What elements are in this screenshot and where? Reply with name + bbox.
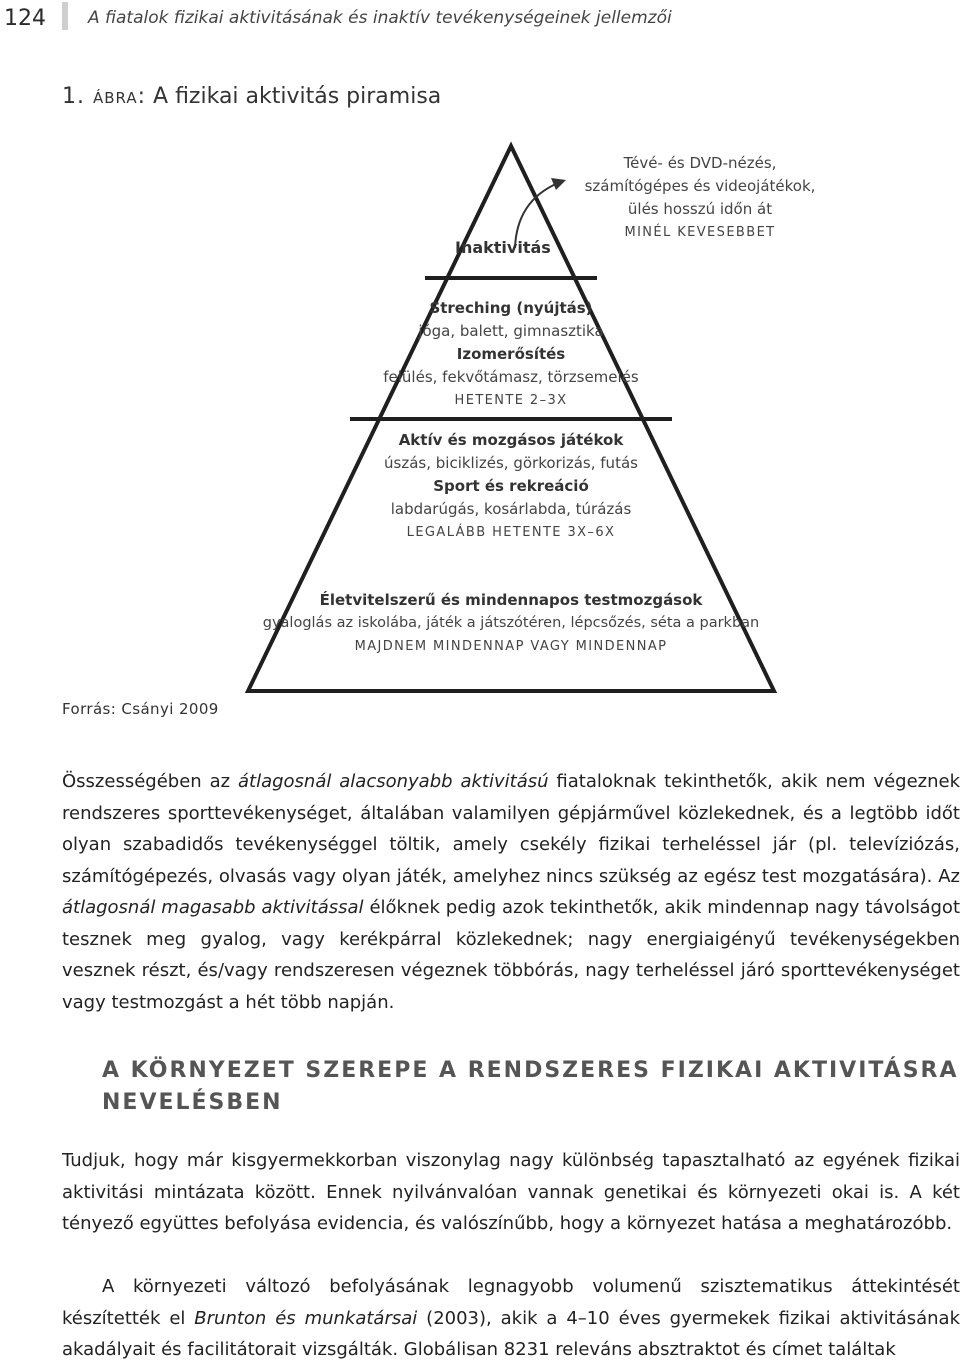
page-number: 124 — [4, 6, 46, 31]
level-body: úszás, biciklizés, görkorizás, futás — [384, 454, 638, 472]
level-frequency: LEGALÁBB HETENTE 3X–6X — [406, 525, 616, 540]
figure-caption — [62, 84, 441, 109]
pyramid-level-3 — [336, 429, 686, 544]
inactivity-frequency: MINÉL KEVESEBBET — [624, 225, 776, 240]
inactivity-desc-line: számítógépes és videojátékok, — [584, 177, 816, 195]
level-body: jóga, balett, gimnasztika — [418, 322, 604, 340]
paragraph-text: (2003), akik a 4–10 éves gyermekek fizikai aktivitásának akadályait és facilitátorait vizsgálták. Globálisan 8231 releváns absztraktot és címet találtak — [62, 1307, 960, 1360]
level-body: labdarúgás, kosárlabda, túrázás — [390, 500, 632, 518]
inactivity-desc-line: ülés hosszú időn át — [627, 200, 773, 218]
paragraph-text: Összességében az — [62, 771, 238, 792]
paragraph-text: fiataloknak tekinthetők, akik nem végeznek rendszeres sporttevékenységet, általában valamilyen gépjárművel közlekednek, és a legtöbb időt olyan szabadidős tevékenységgel töltik, amely csekély fizikai terheléssel jár (pl. televíziózás, számítógépezés, olvasás vagy olyan játék, amelyhez nincs szükség az egész test mozgatására). Az — [62, 771, 960, 887]
paragraph-text: A környezeti változó befolyásának legnagyobb volumenű szisztematikus áttekintését készítették el — [62, 1276, 960, 1329]
running-title: A fiatalok fizikai aktivitásának és inaktív tevékenységeinek jellemzői — [88, 8, 672, 28]
pyramid-level-2 — [360, 297, 662, 412]
level-heading: Életvitelszerű és mindennapos testmozgások — [319, 591, 703, 609]
level-frequency: MAJDNEM MINDENNAP VAGY MINDENNAP — [354, 639, 668, 654]
figure-caption-number: 1. ábra: — [62, 84, 147, 109]
body-paragraph-2: Tudjuk, hogy már kisgyermekkorban viszonylag nagy különbség tapasztalható az egyének fizikai aktivitási mintázata között. Ennek nyilvánvalóan vannak genetikai és környezeti okai is. A két tényező együttes befolyása evidencia, és valószínűbb, hogy a környezet hatása a meghatározóbb. — [62, 1150, 960, 1234]
figure-source: Forrás: Csányi 2009 — [62, 700, 219, 718]
paragraph-text: élőknek pedig azok tekinthetők, akik mindennap nagy távolságot tesznek meg gyalog, vagy kerékpárral közlekednek; nagy energiaigényű tevékenységekben vesznek részt, és/vagy rendszeresen végeznek többórás, nagy terheléssel járó sporttevékenységet vagy testmozgást a hét több napján. — [62, 897, 960, 1013]
body-paragraph-3 — [62, 1271, 960, 1366]
level-heading: Izomerősítés — [456, 345, 566, 363]
level-heading: Aktív és mozgásos játékok — [398, 431, 624, 449]
inactivity-desc-line: Tévé- és DVD-nézés, — [623, 154, 777, 172]
figure-caption-text: A fizikai aktivitás piramisa — [153, 84, 442, 109]
body-paragraph-1 — [62, 766, 960, 1018]
level-body: gyaloglás az iskolába, játék a játszótéren, lépcsőzés, séta a parkban — [262, 615, 760, 631]
inactivity-description — [560, 152, 840, 244]
section-heading: A KÖRNYEZET SZEREPE A RENDSZERES FIZIKAI AKTIVITÁSRA NEVELÉSBEN — [102, 1058, 959, 1115]
header-divider — [62, 2, 68, 30]
emphasis-text: átlagosnál alacsonyabb aktivitású — [237, 771, 549, 792]
level-body: felülés, fekvőtámasz, törzsemelés — [383, 368, 639, 386]
emphasis-text: Brunton és munkatársai — [194, 1307, 418, 1329]
level-heading: Sport és rekreáció — [433, 477, 589, 495]
level-frequency: HETENTE 2–3X — [454, 393, 568, 408]
inactivity-label: Inaktivitás — [455, 238, 551, 257]
emphasis-text: átlagosnál magasabb aktivitással — [62, 897, 364, 918]
pyramid-level-4 — [240, 589, 782, 658]
level-heading: Streching (nyújtás) — [429, 299, 593, 317]
page-header — [0, 0, 960, 40]
